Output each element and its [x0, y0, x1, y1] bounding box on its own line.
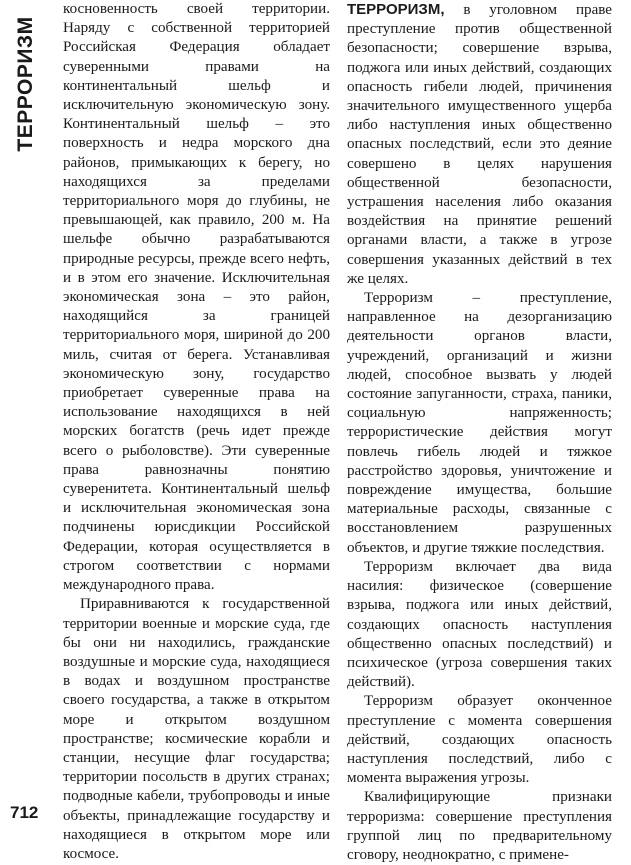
- page-number: 712: [10, 803, 39, 822]
- left-column: [63, 0, 330, 864]
- section-title: ТЕРРОРИЗМ: [14, 16, 37, 152]
- entry-definition: в уголовном праве преступление против общественной безопасности; совершение взрыва, поджога или иных действий, создающих опасность гибели людей, причинения значительного имущественного ущерба либо наступления иных общественно опасных последствий, если это деяние совершено в целях нарушения общественной безопасности, устрашения населения либо оказания воздействия на принятие решений органами власти, а также в угрозе совершения указанных действий в тех же целях.: [347, 2, 612, 287]
- right-paragraph-4: Терроризм образует оконченное преступление с момента совершения действий, создающих опасность наступления последствий, либо с момента выражения угрозы.: [347, 693, 612, 787]
- right-paragraph-5: Квалифицирующие признаки терроризма: совершение преступления группой лиц по предварительному сговору, неоднократно, с примене-: [347, 789, 612, 863]
- entry-term: ТЕРРОРИЗМ,: [347, 1, 445, 18]
- entry-paragraph: [347, 0, 612, 289]
- right-paragraph-3: Терроризм включает два вида насилия: физическое (совершение взрыва, поджога или иных действий, создающих опасность наступления общественно опасных последствий) и психическое (угроза совершения таких действий).: [347, 558, 612, 691]
- running-head-vertical: [3, 4, 49, 164]
- right-paragraph-2: Терроризм – преступление, направленное на дезорганизацию деятельности органов власти, учреждений, организаций и жизни людей, способное вызвать у людей состояние запуганности, страха, паники, социальную напряженность; террористические действия могут повлечь гибель людей и тяжкое расстройство здоровья, уничтожение и повреждение имущества, большие материальные расходы, связанные с восстановлением разрушенных объектов, и другие тяжкие последствия.: [347, 290, 612, 556]
- left-paragraph-2: Приравниваются к государственной территории военные и морские суда, где бы они ни находились, гражданские воздушные и морские суда, находящиеся в водах и воздушном пространстве своего государства, а также в открытом море и открытом воздушном пространстве; космические корабли и станции, несущие флаг государства; территории посольств в других странах; подводные кабели, трубопроводы и иные объекты, принадлежащие государству и находящиеся в открытом море или космосе.: [63, 596, 330, 862]
- right-column: [347, 0, 612, 865]
- left-paragraph-1: косновенность своей территории. Наряду с собственной территорией Российская Федерация обладает суверенными правами на континентальный шельф и исключительную экономическую зону. Континентальный шельф – это поверхность и недра морского дна районов, примыкающих к берегу, но находящихся за пределами территориального моря до глубины, не превышающей, как правило, 200 м. На шельфе обычно разрабатываются природные ресурсы, прежде всего нефть, и в этом его значение. Исключительная экономическая зона – это район, находящийся за границей территориального моря, шириной до 200 миль, считая от берега. Устанавливая экономическую зону, государство приобретает суверенные права на использование находящихся в ней морских богатств (речь идет прежде всего о рыболовстве). Эти суверенные права равнозначны понятию суверенитета. Континентальный шельф и исключительная экономическая зона подчинены юрисдикции Российской Федерации, которая осуществляется в строгом соответствии с нормами международного права.: [63, 1, 330, 594]
